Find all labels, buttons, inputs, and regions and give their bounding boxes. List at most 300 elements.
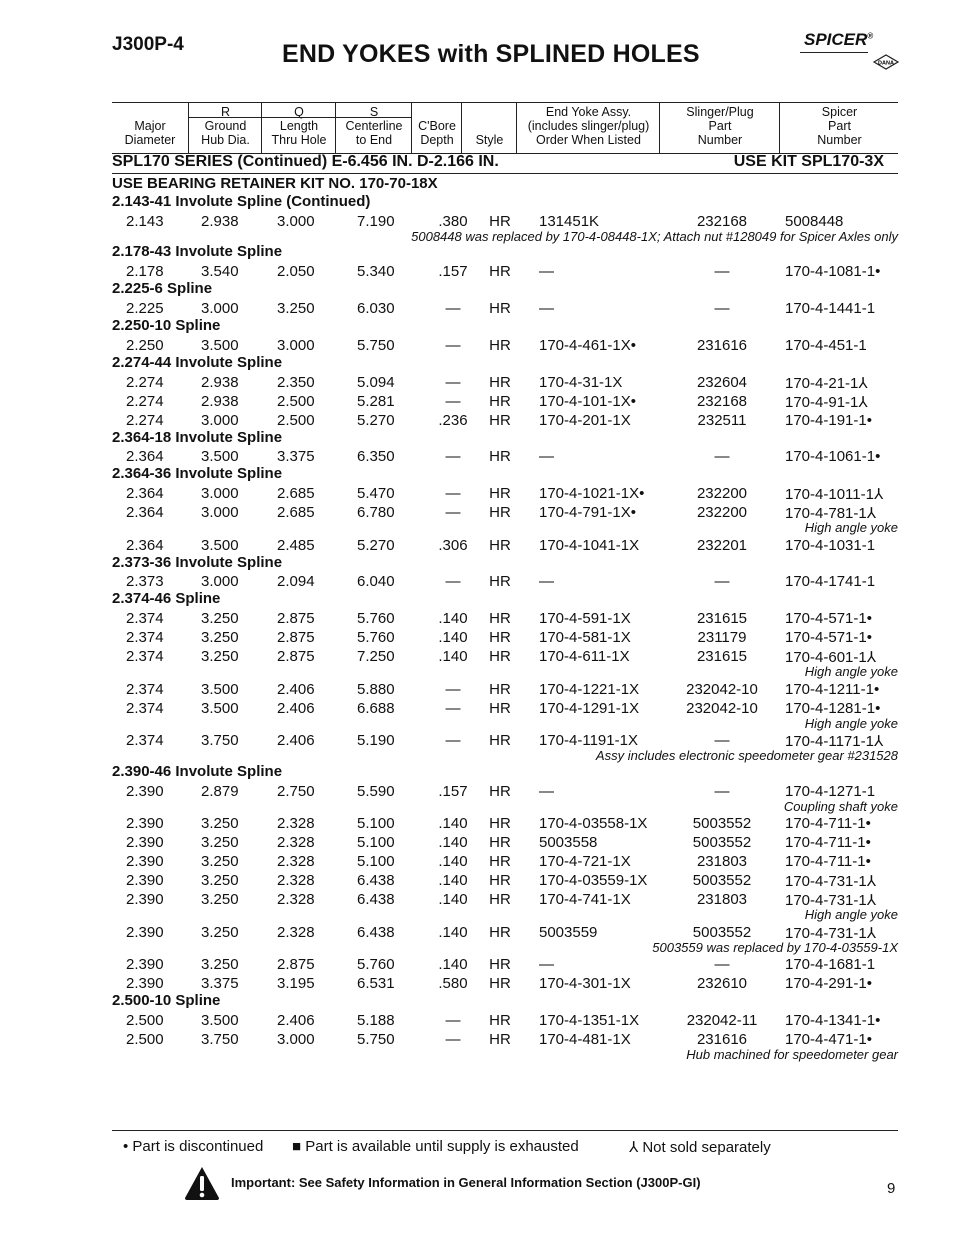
cbore-depth-cell: .580 (438, 975, 468, 992)
section-header (112, 354, 898, 372)
slinger-plug-part-cell: — (714, 299, 730, 317)
cbore-depth-cell: .140 (438, 834, 468, 851)
major-diameter-cell: 2.390 (126, 872, 164, 889)
length-thru-hole-cell: 2.328 (277, 815, 315, 832)
major-diameter-cell: 2.390 (126, 923, 164, 941)
slinger-plug-part-cell: 232042-10 (686, 680, 758, 698)
centerline-to-end-cell: 5.100 (357, 834, 395, 851)
table-row (112, 412, 898, 430)
section-title: 2.364-18 Involute Spline (112, 428, 283, 446)
row-note (112, 799, 898, 817)
table-row (112, 834, 898, 852)
end-yoke-assy-cell: 170-4-591-1X (539, 610, 631, 628)
page-title: END YOKES with SPLINED HOLES (282, 40, 700, 68)
cbore-depth-cell: — (445, 680, 461, 698)
slinger-plug-part-cell: — (714, 782, 730, 800)
major-diameter-cell: 2.274 (126, 373, 164, 391)
spicer-part-cell: 170-4-711-1• (785, 834, 871, 851)
centerline-to-end-cell: 5.190 (357, 732, 395, 750)
centerline-to-end-cell: 7.190 (357, 212, 395, 230)
section-title: 2.500-10 Spline (112, 992, 221, 1009)
legend-discontinued: • Part is discontinued (123, 1138, 264, 1155)
table-row (112, 629, 898, 647)
ground-hub-dia-cell: 3.500 (201, 680, 239, 698)
slinger-plug-part-cell: — (714, 956, 730, 973)
spicer-part-cell: 170-4-1171-1⅄ (785, 733, 884, 751)
style-cell: HR (489, 834, 511, 851)
ground-hub-dia-cell: 3.500 (201, 536, 239, 554)
style-cell: HR (489, 872, 511, 889)
centerline-to-end-cell: 5.270 (357, 536, 395, 554)
section-title: 2.390-46 Involute Spline (112, 762, 283, 780)
spicer-part-cell: 170-4-91-1⅄ (785, 393, 868, 411)
section-header (112, 193, 898, 211)
table-row (112, 374, 898, 392)
important-safety-note: Important: See Safety Information in General Information Section (J300P-GI) (231, 1175, 701, 1190)
cbore-depth-cell: — (445, 1030, 461, 1048)
slinger-plug-part-cell: 232168 (696, 392, 748, 410)
style-cell: HR (489, 411, 511, 429)
major-diameter-cell: 2.373 (126, 573, 164, 591)
style-cell: HR (489, 536, 511, 554)
ground-hub-dia-cell: 3.250 (201, 815, 239, 832)
style-cell: HR (489, 373, 511, 391)
cbore-depth-cell: — (445, 699, 461, 717)
end-yoke-assy-cell: 170-4-1221-1X (539, 680, 640, 698)
centerline-to-end-cell: 6.438 (357, 923, 395, 941)
centerline-to-end-cell: 6.350 (357, 448, 395, 466)
major-diameter-cell: 2.374 (126, 732, 164, 750)
length-thru-hole-cell: 2.750 (277, 782, 315, 800)
header-r: R Ground Hub Dia. (188, 103, 262, 153)
slinger-plug-part-cell: 5003552 (692, 923, 752, 941)
end-yoke-assy-cell: — (539, 782, 554, 800)
cbore-depth-cell: — (445, 373, 461, 391)
series-heading (112, 152, 898, 174)
length-thru-hole-cell: 2.406 (277, 1011, 315, 1029)
cbore-depth-cell: .157 (438, 782, 468, 800)
style-cell: HR (489, 392, 511, 410)
note-text: Hub machined for speedometer gear (686, 1046, 898, 1062)
major-diameter-cell: 2.390 (126, 975, 164, 992)
ground-hub-dia-cell: 2.938 (201, 392, 239, 410)
major-diameter-cell: 2.250 (126, 336, 164, 354)
slinger-plug-part-cell: 231615 (696, 610, 748, 628)
spicer-part-cell: 170-4-191-1• (785, 411, 872, 429)
cbore-depth-cell: .140 (438, 629, 468, 647)
ground-hub-dia-cell: 3.375 (201, 975, 239, 992)
major-diameter-cell: 2.364 (126, 485, 164, 503)
header-assy: End Yoke Assy. (includes slinger/plug) Order When Listed (516, 103, 660, 153)
end-yoke-assy-cell: 5003558 (539, 834, 598, 851)
section-header (112, 465, 898, 483)
spicer-logo (800, 30, 905, 75)
ground-hub-dia-cell: 3.000 (201, 299, 239, 317)
cbore-depth-cell: .140 (438, 815, 468, 832)
centerline-to-end-cell: 5.760 (357, 956, 395, 973)
end-yoke-assy-cell: 170-4-101-1X• (539, 392, 636, 410)
ground-hub-dia-cell: 3.250 (201, 834, 239, 851)
cbore-depth-cell: — (445, 732, 461, 750)
warning-icon (184, 1165, 220, 1201)
major-diameter-cell: 2.390 (126, 853, 164, 870)
slinger-plug-part-cell: 232200 (696, 504, 748, 522)
centerline-to-end-cell: 6.438 (357, 891, 395, 908)
series-kit: USE KIT SPL170-3X (733, 153, 884, 170)
ground-hub-dia-cell: 3.500 (201, 1011, 239, 1029)
ground-hub-dia-cell: 3.250 (201, 891, 239, 908)
centerline-to-end-cell: 5.750 (357, 1030, 395, 1048)
centerline-to-end-cell: 5.100 (357, 815, 395, 832)
spicer-part-cell: 170-4-1211-1• (785, 680, 880, 698)
section-title: 2.373-36 Involute Spline (112, 553, 283, 571)
table-row (112, 573, 898, 591)
slinger-plug-part-cell: 232168 (696, 212, 748, 230)
centerline-to-end-cell: 5.880 (357, 680, 395, 698)
header-q: Q Length Thru Hole (261, 103, 336, 153)
ground-hub-dia-cell: 2.938 (201, 373, 239, 391)
centerline-to-end-cell: 6.531 (357, 975, 395, 992)
style-cell: HR (489, 680, 511, 698)
cbore-depth-cell: .236 (438, 411, 468, 429)
spicer-part-cell: 170-4-471-1• (785, 1030, 872, 1048)
table-row (112, 853, 898, 871)
section-header (112, 243, 898, 261)
section-title: 2.364-36 Involute Spline (112, 465, 283, 483)
cbore-depth-cell: — (445, 448, 461, 466)
cbore-depth-cell: .140 (438, 872, 468, 889)
spicer-part-cell: 170-4-731-1⅄ (785, 924, 876, 942)
slinger-plug-part-cell: — (714, 573, 730, 591)
row-note (112, 940, 898, 958)
table-row (112, 1012, 898, 1030)
cbore-depth-cell: .157 (438, 263, 468, 281)
ground-hub-dia-cell: 3.250 (201, 956, 239, 973)
style-cell: HR (489, 1011, 511, 1029)
slinger-plug-part-cell: 232511 (697, 411, 747, 429)
major-diameter-cell: 2.390 (126, 834, 164, 851)
row-note (112, 907, 898, 925)
major-diameter-cell: 2.500 (126, 1011, 164, 1029)
table-row (112, 393, 898, 411)
cbore-depth-cell: — (445, 504, 461, 522)
table-row (112, 448, 898, 466)
row-note (112, 520, 898, 538)
ground-hub-dia-cell: 2.879 (201, 782, 239, 800)
cbore-depth-cell: — (445, 299, 461, 317)
end-yoke-assy-cell: 170-4-1291-1X (539, 699, 640, 717)
spicer-part-cell: 170-4-1341-1• (785, 1011, 881, 1029)
cbore-depth-cell: .140 (438, 956, 468, 973)
spicer-part-cell: 170-4-571-1• (785, 629, 872, 647)
major-diameter-cell: 2.390 (126, 782, 164, 800)
major-diameter-cell: 2.374 (126, 610, 164, 628)
spicer-part-cell: 170-4-1441-1 (785, 299, 876, 317)
spicer-part-cell: 5008448 (785, 212, 844, 230)
major-diameter-cell: 2.374 (126, 680, 164, 698)
slinger-plug-part-cell: 232200 (696, 485, 748, 503)
section-title: 2.225-6 Spline (112, 280, 213, 298)
slinger-plug-part-cell: 5003552 (692, 872, 752, 889)
major-diameter-cell: 2.364 (126, 504, 164, 522)
style-cell: HR (489, 263, 511, 281)
cbore-depth-cell: — (445, 336, 461, 354)
centerline-to-end-cell: 5.470 (357, 485, 395, 503)
slinger-plug-part-cell: 232201 (696, 536, 748, 554)
length-thru-hole-cell: 2.406 (277, 699, 315, 717)
spicer-part-cell: 170-4-1681-1 (785, 956, 876, 973)
end-yoke-assy-cell: — (539, 448, 554, 466)
table-row (112, 300, 898, 318)
centerline-to-end-cell: 5.100 (357, 853, 395, 870)
slinger-plug-part-cell: 231803 (696, 891, 748, 908)
spicer-part-cell: 170-4-711-1• (785, 815, 871, 832)
centerline-to-end-cell: 5.094 (357, 373, 395, 391)
style-cell: HR (489, 212, 511, 230)
section-title: 2.250-10 Spline (112, 316, 221, 334)
ground-hub-dia-cell: 2.938 (201, 212, 239, 230)
end-yoke-assy-cell: 170-4-461-1X• (539, 336, 636, 354)
table-row (112, 485, 898, 503)
table-row (112, 872, 898, 890)
spicer-part-cell: 170-4-21-1⅄ (785, 374, 868, 392)
section-title: 2.274-44 Involute Spline (112, 353, 283, 371)
table-row (112, 975, 898, 993)
style-cell: HR (489, 815, 511, 832)
centerline-to-end-cell: 5.760 (357, 629, 395, 647)
end-yoke-assy-cell: 170-4-791-1X• (539, 504, 636, 522)
section-title: 2.178-43 Involute Spline (112, 243, 283, 261)
svg-text:DANA: DANA (878, 60, 894, 67)
ground-hub-dia-cell: 3.750 (201, 732, 239, 750)
header-subrule (188, 117, 412, 118)
major-diameter-cell: 2.274 (126, 392, 164, 410)
cbore-depth-cell: — (445, 573, 461, 591)
centerline-to-end-cell: 5.590 (357, 782, 395, 800)
length-thru-hole-cell: 2.328 (277, 834, 315, 851)
length-thru-hole-cell: 3.000 (277, 212, 315, 230)
length-thru-hole-cell: 2.328 (277, 853, 315, 870)
spicer-part-cell: 170-4-711-1• (785, 853, 871, 870)
cbore-depth-cell: .140 (438, 648, 468, 666)
style-cell: HR (489, 448, 511, 466)
section-header (112, 280, 898, 298)
style-cell: HR (489, 629, 511, 647)
major-diameter-cell: 2.364 (126, 448, 164, 466)
table-row (112, 956, 898, 974)
end-yoke-assy-cell: 170-4-03559-1X (539, 872, 648, 889)
end-yoke-assy-cell: 5003559 (539, 923, 598, 941)
ground-hub-dia-cell: 3.500 (201, 336, 239, 354)
note-text: High angle yoke (804, 715, 898, 731)
spicer-part-cell: 170-4-1031-1 (785, 536, 876, 554)
style-cell: HR (489, 299, 511, 317)
length-thru-hole-cell: 3.250 (277, 299, 315, 317)
retainer-kit-note: USE BEARING RETAINER KIT NO. 170-70-18X (112, 175, 438, 192)
length-thru-hole-cell: 2.875 (277, 610, 315, 628)
table-row (112, 537, 898, 555)
section-header (112, 429, 898, 447)
major-diameter-cell: 2.374 (126, 699, 164, 717)
length-thru-hole-cell: 3.375 (277, 448, 315, 466)
style-cell: HR (489, 1030, 511, 1048)
cbore-depth-cell: .306 (438, 536, 468, 554)
major-diameter-cell: 2.178 (126, 263, 164, 281)
ground-hub-dia-cell: 3.250 (201, 923, 239, 941)
end-yoke-assy-cell: — (539, 263, 554, 281)
dana-badge-icon (872, 54, 900, 70)
ground-hub-dia-cell: 3.000 (201, 485, 239, 503)
end-yoke-assy-cell: 170-4-481-1X (539, 1030, 631, 1048)
section-title: 2.143-41 Involute Spline (Continued) (112, 193, 371, 210)
style-cell: HR (489, 853, 511, 870)
style-cell: HR (489, 782, 511, 800)
major-diameter-cell: 2.374 (126, 629, 164, 647)
slinger-plug-part-cell: — (714, 732, 730, 750)
slinger-plug-part-cell: 231616 (696, 1030, 748, 1048)
style-cell: HR (489, 648, 511, 666)
end-yoke-assy-cell: 170-4-1021-1X• (539, 485, 645, 503)
spicer-part-cell: 170-4-601-1⅄ (785, 649, 876, 667)
slinger-plug-part-cell: — (714, 263, 730, 281)
length-thru-hole-cell: 3.000 (277, 336, 315, 354)
length-thru-hole-cell: 2.485 (277, 536, 315, 554)
logo-text: SPICER® (804, 30, 874, 49)
cbore-depth-cell: .140 (438, 610, 468, 628)
end-yoke-assy-cell: — (539, 956, 554, 973)
major-diameter-cell: 2.225 (126, 299, 164, 317)
table-row (112, 610, 898, 628)
end-yoke-assy-cell: 170-4-31-1X (539, 373, 623, 391)
slinger-plug-part-cell: 232042-11 (686, 1011, 758, 1029)
section-title: 2.374-46 Spline (112, 590, 221, 608)
page-number: 9 (887, 1180, 896, 1197)
cbore-depth-cell: .140 (438, 923, 468, 941)
major-diameter-cell: 2.374 (126, 648, 164, 666)
major-diameter-cell: 2.274 (126, 411, 164, 429)
section-header (112, 763, 898, 781)
header-spicer: Spicer Part Number (779, 103, 899, 153)
end-yoke-assy-cell: 131451K (539, 212, 600, 230)
note-text: Assy includes electronic speedometer gear #231528 (595, 748, 898, 764)
length-thru-hole-cell: 2.328 (277, 872, 315, 889)
ground-hub-dia-cell: 3.540 (201, 263, 239, 281)
legend-supply: ■ Part is available until supply is exhausted (292, 1138, 579, 1155)
ground-hub-dia-cell: 3.250 (201, 648, 239, 666)
length-thru-hole-cell: 2.685 (277, 504, 315, 522)
centerline-to-end-cell: 5.270 (357, 411, 395, 429)
length-thru-hole-cell: 2.500 (277, 411, 315, 429)
spicer-part-cell: 170-4-1741-1 (785, 573, 876, 591)
spicer-part-cell: 170-4-1011-1⅄ (785, 486, 884, 504)
spicer-part-cell: 170-4-291-1• (785, 975, 872, 992)
note-text: High angle yoke (804, 907, 898, 922)
spicer-part-cell: 170-4-781-1⅄ (785, 505, 876, 523)
note-text: Coupling shaft yoke (783, 798, 898, 814)
major-diameter-cell: 2.390 (126, 815, 164, 832)
centerline-to-end-cell: 6.438 (357, 872, 395, 889)
cbore-depth-cell: .140 (438, 891, 468, 908)
spicer-part-cell: 170-4-731-1⅄ (785, 892, 876, 909)
centerline-to-end-cell: 6.780 (357, 504, 395, 522)
logo-underline (800, 52, 868, 53)
slinger-plug-part-cell: — (714, 448, 730, 466)
length-thru-hole-cell: 2.875 (277, 956, 315, 973)
major-diameter-cell: 2.390 (126, 891, 164, 908)
table-row (112, 815, 898, 833)
major-diameter-cell: 2.500 (126, 1030, 164, 1048)
slinger-plug-part-cell: 231179 (697, 629, 747, 647)
slinger-plug-part-cell: 232604 (696, 373, 748, 391)
slinger-plug-part-cell: 231803 (696, 853, 748, 870)
end-yoke-assy-cell: 170-4-03558-1X (539, 815, 648, 832)
spicer-part-cell: 170-4-1271-1 (785, 782, 876, 800)
style-cell: HR (489, 732, 511, 750)
length-thru-hole-cell: 2.500 (277, 392, 315, 410)
end-yoke-assy-cell: 170-4-1191-1X (539, 732, 638, 750)
slinger-plug-part-cell: 232042-10 (686, 699, 758, 717)
spicer-part-cell: 170-4-571-1• (785, 610, 872, 628)
table-header (112, 102, 898, 154)
end-yoke-assy-cell: 170-4-741-1X (539, 891, 631, 908)
header-s: S Centerline to End (335, 103, 412, 153)
footer-divider (112, 1130, 898, 1131)
row-note (112, 664, 898, 682)
length-thru-hole-cell: 2.875 (277, 629, 315, 647)
end-yoke-assy-cell: — (539, 573, 554, 591)
length-thru-hole-cell: 3.195 (277, 975, 315, 992)
centerline-to-end-cell: 6.030 (357, 299, 395, 317)
length-thru-hole-cell: 2.685 (277, 485, 315, 503)
ground-hub-dia-cell: 3.500 (201, 448, 239, 466)
cbore-depth-cell: — (445, 1011, 461, 1029)
section-header (112, 554, 898, 572)
style-cell: HR (489, 975, 511, 992)
header-cbore: C'Bore Depth (411, 103, 462, 153)
ground-hub-dia-cell: 3.750 (201, 1030, 239, 1048)
style-cell: HR (489, 610, 511, 628)
section-header (112, 317, 898, 335)
length-thru-hole-cell: 2.875 (277, 648, 315, 666)
spicer-part-cell: 170-4-1061-1• (785, 448, 881, 466)
ground-hub-dia-cell: 3.000 (201, 573, 239, 591)
centerline-to-end-cell: 5.750 (357, 336, 395, 354)
note-text: High angle yoke (804, 520, 898, 536)
major-diameter-cell: 2.390 (126, 956, 164, 973)
ground-hub-dia-cell: 3.250 (201, 872, 239, 889)
length-thru-hole-cell: 2.350 (277, 373, 315, 391)
length-thru-hole-cell: 2.050 (277, 263, 315, 281)
cbore-depth-cell: .140 (438, 853, 468, 870)
slinger-plug-part-cell: 231616 (696, 336, 748, 354)
length-thru-hole-cell: 2.328 (277, 891, 315, 908)
cbore-depth-cell: .380 (438, 212, 468, 230)
end-yoke-assy-cell: 170-4-721-1X (539, 853, 631, 870)
style-cell: HR (489, 891, 511, 908)
centerline-to-end-cell: 6.688 (357, 699, 395, 717)
document-code: J300P-4 (112, 34, 184, 55)
style-cell: HR (489, 336, 511, 354)
spicer-part-cell: 170-4-451-1 (785, 336, 867, 354)
section-header (112, 590, 898, 608)
spicer-part-cell: 170-4-1281-1• (785, 699, 881, 717)
ground-hub-dia-cell: 3.250 (201, 629, 239, 647)
series-title: SPL170 SERIES (Continued) E-6.456 IN. D-2.166 IN. (112, 153, 499, 170)
note-text: 5008448 was replaced by 170-4-08448-1X; Attach nut #128049 for Spicer Axles only (411, 228, 898, 244)
table-row (112, 263, 898, 281)
end-yoke-assy-cell: 170-4-1351-1X (539, 1011, 640, 1029)
note-text: High angle yoke (804, 664, 898, 680)
